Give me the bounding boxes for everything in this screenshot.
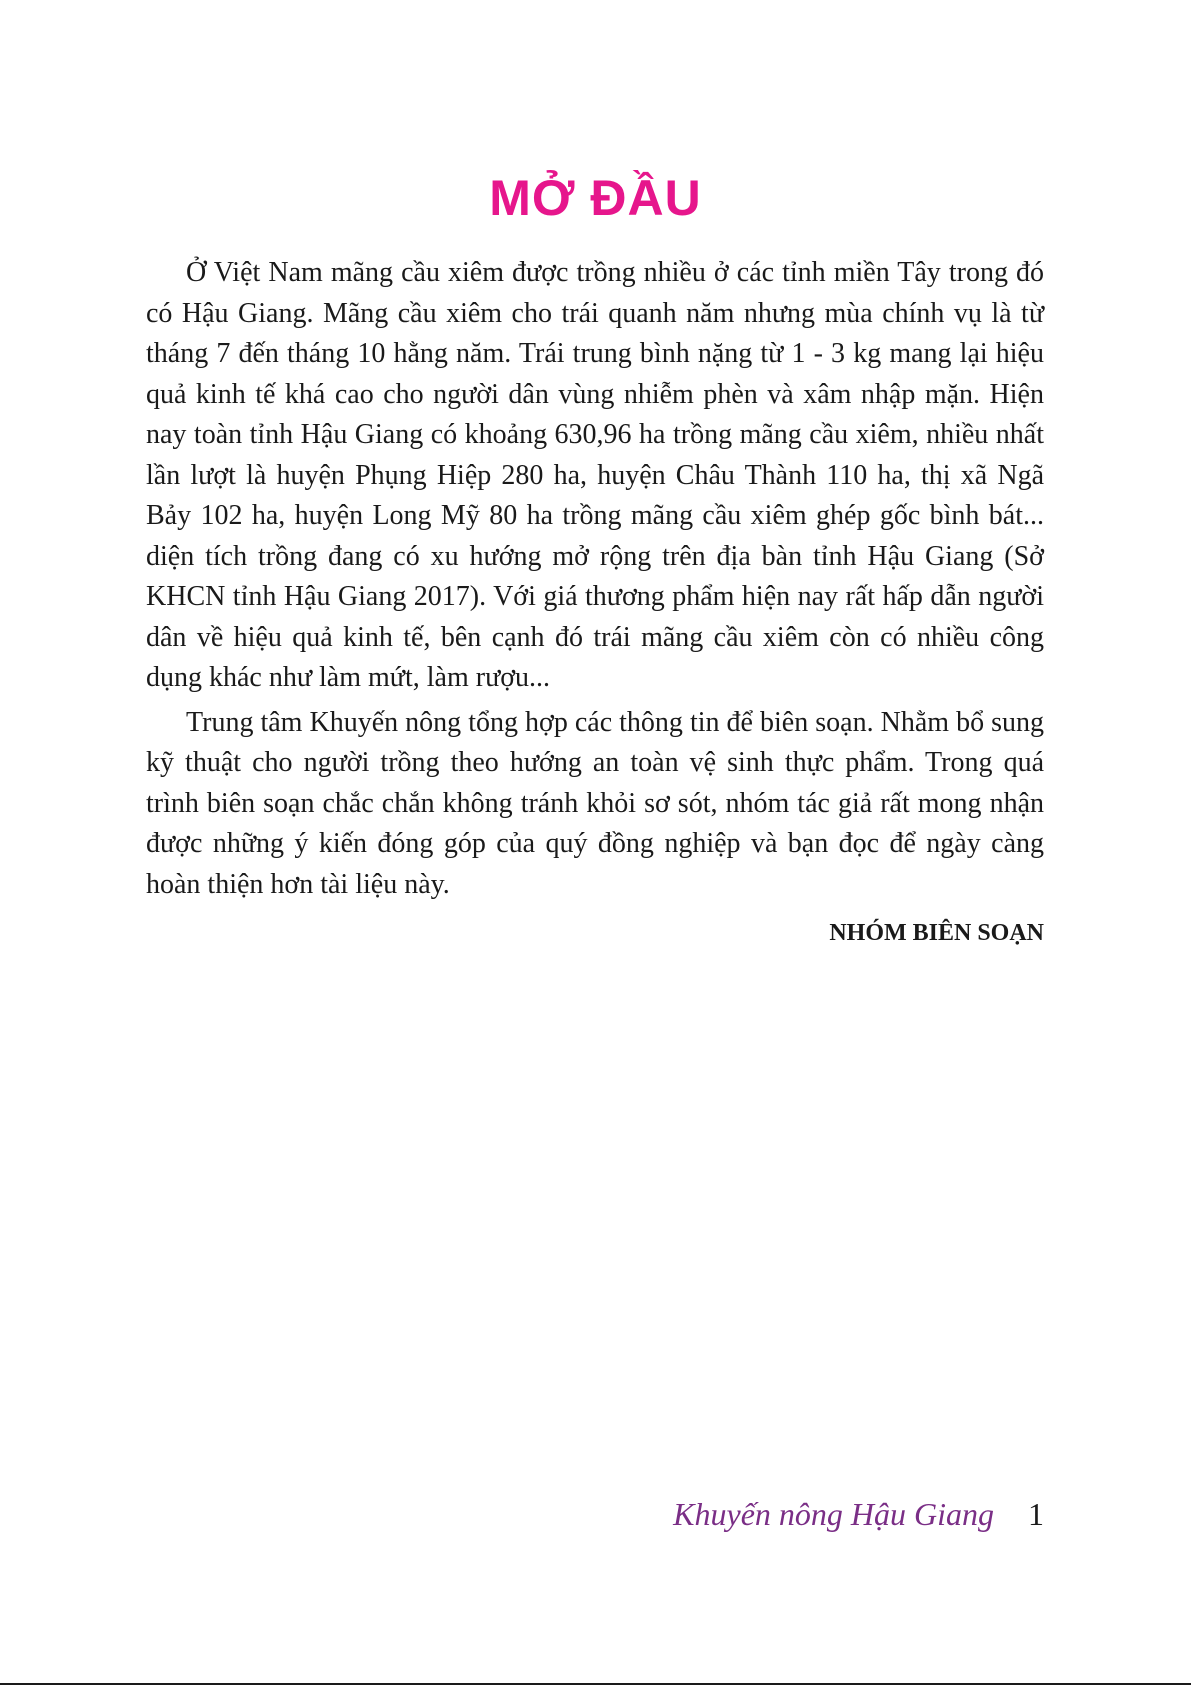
paragraph-purpose: Trung tâm Khuyến nông tổng hợp các thông tin để biên soạn. Nhằm bổ sung kỹ thuật cho người trồng theo hướng an toàn vệ sinh thực phẩm. Trong quá trình biên soạn chắc chắn không tránh khỏi sơ sót, nhóm tác giả rất mong nhận được những ý kiến đóng góp của quý đồng nghiệp và bạn đọc để ngày càng hoàn thiện hơn tài liệu này. bbox=[146, 706, 1044, 900]
footer-brand: Khuyến nông Hậu Giang bbox=[673, 1496, 994, 1532]
signature: NHÓM BIÊN SOẠN bbox=[829, 920, 1044, 946]
page-number: 1 bbox=[1028, 1496, 1044, 1532]
page-footer bbox=[673, 1492, 1044, 1536]
page-title: MỞ ĐẦU bbox=[489, 170, 702, 226]
paragraph-intro: Ở Việt Nam mãng cầu xiêm được trồng nhiều ở các tỉnh miền Tây trong đó có Hậu Giang. Mãng cầu xiêm cho trái quanh năm nhưng mùa chính vụ là từ tháng 7 đến tháng 10 hằng năm. Trái trung bình nặng từ 1 - 3 kg mang lại hiệu quả kinh tế khá cao cho người dân vùng nhiễm phèn và xâm nhập mặn. Hiện nay toàn tỉnh Hậu Giang có khoảng 630,96 ha trồng mãng cầu xiêm, nhiều nhất lần lượt là huyện Phụng Hiệp 280 ha, huyện Châu Thành 110 ha, thị xã Ngã Bảy 102 ha, huyện Long Mỹ 80 ha trồng mãng cầu xiêm ghép gốc bình bát... diện tích trồng đang có xu hướng mở rộng trên địa bàn tỉnh Hậu Giang (Sở KHCN tỉnh Hậu Giang 2017). Với giá thương phẩm hiện nay rất hấp dẫn người dân về hiệu quả kinh tế, bên cạnh đó trái mãng cầu xiêm còn có nhiều công dụng khác như làm mứt, làm rượu... bbox=[146, 257, 1044, 693]
body-text bbox=[146, 253, 1044, 951]
